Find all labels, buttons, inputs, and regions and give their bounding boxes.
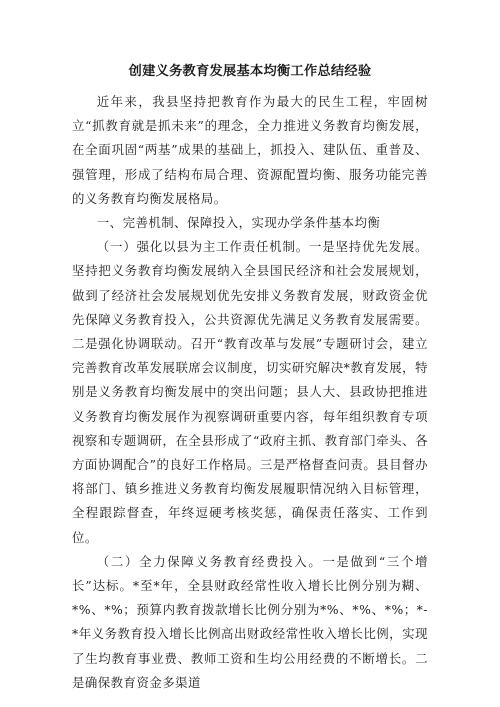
document-title: 创建义务教育发展基本均衡工作总结经验 (128, 64, 372, 79)
intro-paragraph: 近年来，我县坚持把教育作为最大的民生工程，牢固树立“抓教育就是抓未来”的理念，全力推进义务教育均衡发展，在全面巩固“两基”成果的基础上，抓投入、建队伍、重普及、强管理，形成了结构布局合理、资源配置均衡、服务功能完善的义务教育均衡发展格局。 (72, 94, 428, 206)
paragraph-responsibility-mechanism: （一）强化以县为主工作责任机制。一是坚持优先发展。坚持把义务教育均衡发展纳入全县国民经济和社会发展规划，做到了经济社会发展规划优先安排义务教育发展，财政资金优先保障义务教育投入，公共资源优先满足义务教育发展需要。二是强化协调联动。召开“教育改革与发展”专题研讨会，建立完善教育改革发展联席会议制度，切实研究解决*教育发展，特别是义务教育均衡发展中的突出问题；县人大、县政协把推进义务教育均衡发展作为视察调研重要内容，每年组织教育专项视察和专题调研，在全县形成了“政府主抓、教育部门牵头、各方面协调配合”的良好工作格局。三是严格督查问责。县目督办将部门、镇乡推进义务教育均衡发展履职情况纳入目标管理，全程跟踪督查，年终逗硬考核奖惩，确保责任落实、工作到位。 (72, 239, 428, 545)
paragraph-funding-guarantee: （二）全力保障义务教育经费投入。一是做到“三个增长”达标。*至*年，全县财政经常性收入增长比例分别为糊、*%、*%；预算内教育拨款增长比例分别为*%、*%、*%；*-*年义务教育投入增长比例高出财政经常性收入增长比例，实现了生均教育事业费、教师工资和生均公用经费的不断增长。二是确保教育资金多渠道 (72, 553, 428, 690)
section-heading: 一、完善机制、保障投入，实现办学条件基本均衡 (96, 215, 381, 231)
